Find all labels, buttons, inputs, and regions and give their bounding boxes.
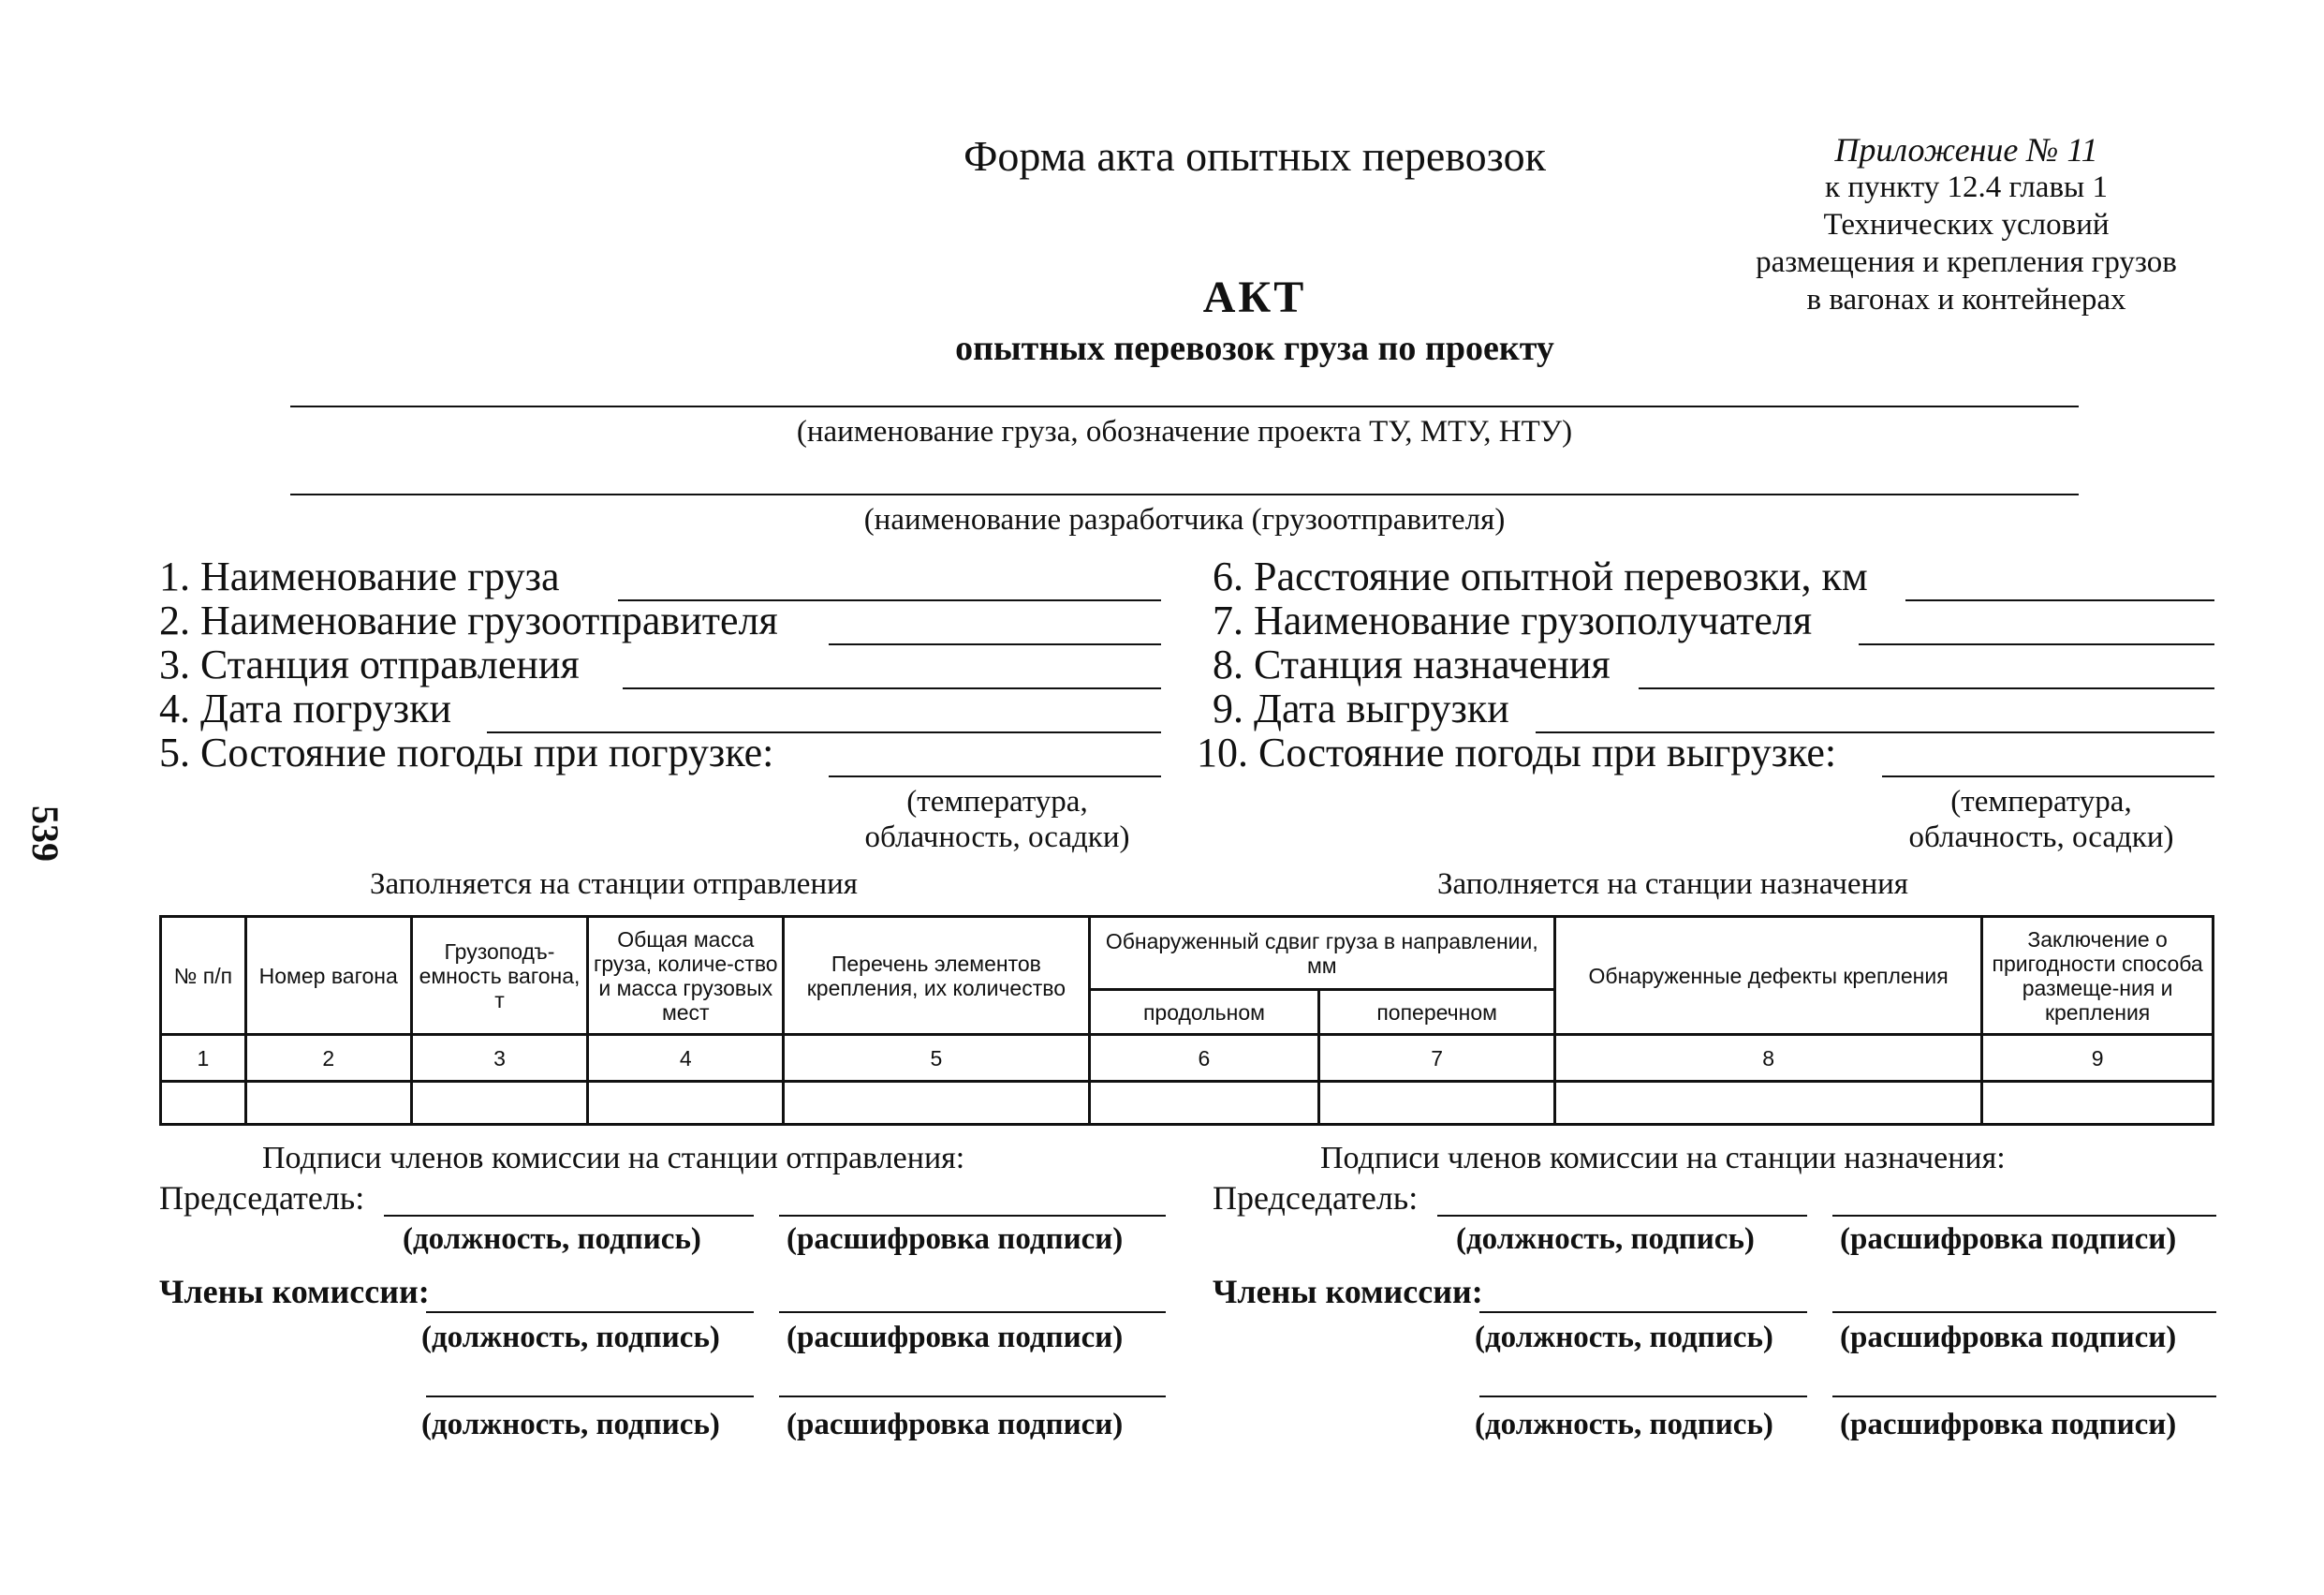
act-subheading: опытных перевозок груза по проекту	[955, 329, 1554, 368]
column-number: 2	[245, 1035, 411, 1082]
developer-name-line[interactable]	[290, 494, 2079, 495]
filled-at-departure: Заполняется на станции отправления	[370, 867, 858, 901]
item-departure-station: 3. Станция отправления	[159, 642, 580, 687]
header-shift: Обнаруженный сдвиг груза в направлении, мм	[1089, 917, 1554, 990]
destination-member-1-decoding-line[interactable]	[1832, 1311, 2216, 1313]
column-number: 8	[1554, 1035, 1981, 1082]
appendix-label: Приложение № 11	[1834, 131, 2098, 169]
field-shipper-name[interactable]	[829, 643, 1161, 645]
weather-note-line-2: облачность, осадки)	[864, 820, 1130, 854]
field-departure-station[interactable]	[623, 687, 1161, 689]
item-consignee-name: 7. Наименование грузополучателя	[1213, 598, 1813, 643]
item-distance: 6. Расстояние опытной перевозки, км	[1213, 554, 1868, 599]
field-destination-station[interactable]	[1639, 687, 2214, 689]
appendix-line-2: Технических условий	[1823, 208, 2110, 242]
table-cell[interactable]	[411, 1082, 588, 1125]
departure-member-2-decoding-caption: (расшифровка подписи)	[787, 1408, 1124, 1441]
field-loading-weather[interactable]	[829, 775, 1161, 777]
table-cell[interactable]	[784, 1082, 1089, 1125]
departure-member-1-decoding-caption: (расшифровка подписи)	[787, 1321, 1124, 1354]
destination-chairman-label: Председатель:	[1213, 1179, 1419, 1217]
page-number: 539	[24, 805, 66, 862]
column-number-row	[161, 1035, 2214, 1082]
item-loading-date: 4. Дата погрузки	[159, 686, 452, 731]
appendix-line-3: размещения и крепления грузов	[1756, 245, 2177, 279]
destination-member-2-decoding-caption: (расшифровка подписи)	[1840, 1408, 2177, 1441]
destination-member-1-position-line[interactable]	[1479, 1311, 1807, 1313]
act-heading: АКТ	[1202, 273, 1307, 322]
destination-member-2-position-caption: (должность, подпись)	[1475, 1408, 1773, 1441]
table-cell[interactable]	[1319, 1082, 1555, 1125]
destination-member-1-decoding-caption: (расшифровка подписи)	[1840, 1321, 2177, 1354]
departure-chairman-label: Председатель:	[159, 1179, 365, 1217]
weather-note-line-2: облачность, осадки)	[1908, 820, 2174, 854]
table-cell[interactable]	[1089, 1082, 1319, 1125]
destination-member-1-position-caption: (должность, подпись)	[1475, 1321, 1773, 1354]
item-destination-station: 8. Станция назначения	[1213, 642, 1611, 687]
item-unloading-date: 9. Дата выгрузки	[1213, 686, 1509, 731]
header-capacity: Грузоподъ-емность вагона, т	[411, 917, 588, 1035]
field-consignee-name[interactable]	[1859, 643, 2214, 645]
destination-signatures-heading: Подписи членов комиссии на станции назначения:	[1320, 1141, 2006, 1175]
form-title: Форма акта опытных перевозок	[963, 132, 1546, 180]
header-conclusion: Заключение о пригодности способа размеще-ния и крепления	[1982, 917, 2214, 1035]
departure-member-1-decoding-line[interactable]	[779, 1311, 1166, 1313]
appendix-line-4: в вагонах и контейнерах	[1806, 283, 2126, 317]
column-number: 6	[1089, 1035, 1319, 1082]
departure-member-1-position-caption: (должность, подпись)	[421, 1321, 720, 1354]
header-elements: Перечень элементов крепления, их количество	[784, 917, 1089, 1035]
table-cell[interactable]	[161, 1082, 246, 1125]
departure-members-label: Члены комиссии:	[159, 1273, 430, 1310]
departure-chairman-position-line[interactable]	[384, 1215, 754, 1217]
table-cell[interactable]	[588, 1082, 784, 1125]
departure-member-2-decoding-line[interactable]	[779, 1396, 1166, 1397]
item-loading-weather: 5. Состояние погоды при погрузке:	[159, 730, 774, 775]
weather-note-line-1: (температура,	[906, 785, 1088, 819]
unloading-weather-note	[1873, 784, 2210, 855]
cargo-name-line[interactable]	[290, 406, 2079, 407]
inspection-table	[159, 915, 2214, 1126]
destination-member-2-position-line[interactable]	[1479, 1396, 1807, 1397]
destination-chairman-decoding-caption: (расшифровка подписи)	[1840, 1222, 2177, 1256]
weather-note-line-1: (температура,	[1950, 785, 2132, 819]
departure-member-2-position-caption: (должность, подпись)	[421, 1408, 720, 1441]
departure-chairman-decoding-line[interactable]	[779, 1215, 1166, 1217]
destination-chairman-position-caption: (должность, подпись)	[1456, 1222, 1755, 1256]
column-number: 1	[161, 1035, 246, 1082]
item-cargo-name: 1. Наименование груза	[159, 554, 560, 599]
table-cell[interactable]	[245, 1082, 411, 1125]
table-row	[161, 1082, 2214, 1125]
table-cell[interactable]	[1982, 1082, 2214, 1125]
departure-signatures-heading: Подписи членов комиссии на станции отправления:	[262, 1141, 965, 1175]
column-number: 9	[1982, 1035, 2214, 1082]
header-wagon: Номер вагона	[245, 917, 411, 1035]
filled-at-destination: Заполняется на станции назначения	[1437, 867, 1908, 901]
developer-name-caption: (наименование разработчика (грузоотправителя)	[863, 503, 1506, 537]
header-defects: Обнаруженные дефекты крепления	[1554, 917, 1981, 1035]
destination-chairman-decoding-line[interactable]	[1832, 1215, 2216, 1217]
destination-member-2-decoding-line[interactable]	[1832, 1396, 2216, 1397]
column-number: 5	[784, 1035, 1089, 1082]
header-shift-longitudinal: продольном	[1089, 990, 1319, 1035]
field-unloading-weather[interactable]	[1882, 775, 2214, 777]
cargo-name-caption: (наименование груза, обозначение проекта ТУ, МТУ, НТУ)	[796, 415, 1573, 449]
field-distance[interactable]	[1905, 599, 2214, 601]
destination-chairman-position-line[interactable]	[1437, 1215, 1807, 1217]
column-number: 4	[588, 1035, 784, 1082]
destination-members-label: Члены комиссии:	[1213, 1273, 1483, 1310]
departure-chairman-position-caption: (должность, подпись)	[403, 1222, 701, 1256]
departure-chairman-decoding-caption: (расшифровка подписи)	[787, 1222, 1124, 1256]
header-mass: Общая масса груза, количе-ство и масса грузовых мест	[588, 917, 784, 1035]
loading-weather-note	[833, 784, 1161, 855]
item-unloading-weather: 10. Состояние погоды при выгрузке:	[1197, 730, 1837, 775]
act-heading-block	[740, 272, 1770, 373]
header-num: № п/п	[161, 917, 246, 1035]
departure-member-2-position-line[interactable]	[426, 1396, 754, 1397]
departure-member-1-position-line[interactable]	[426, 1311, 754, 1313]
appendix-line-1: к пункту 12.4 главы 1	[1825, 170, 2108, 204]
header-shift-transverse: поперечном	[1319, 990, 1555, 1035]
column-number: 7	[1319, 1035, 1555, 1082]
column-number: 3	[411, 1035, 588, 1082]
table-cell[interactable]	[1554, 1082, 1981, 1125]
item-shipper-name: 2. Наименование грузоотправителя	[159, 598, 778, 643]
